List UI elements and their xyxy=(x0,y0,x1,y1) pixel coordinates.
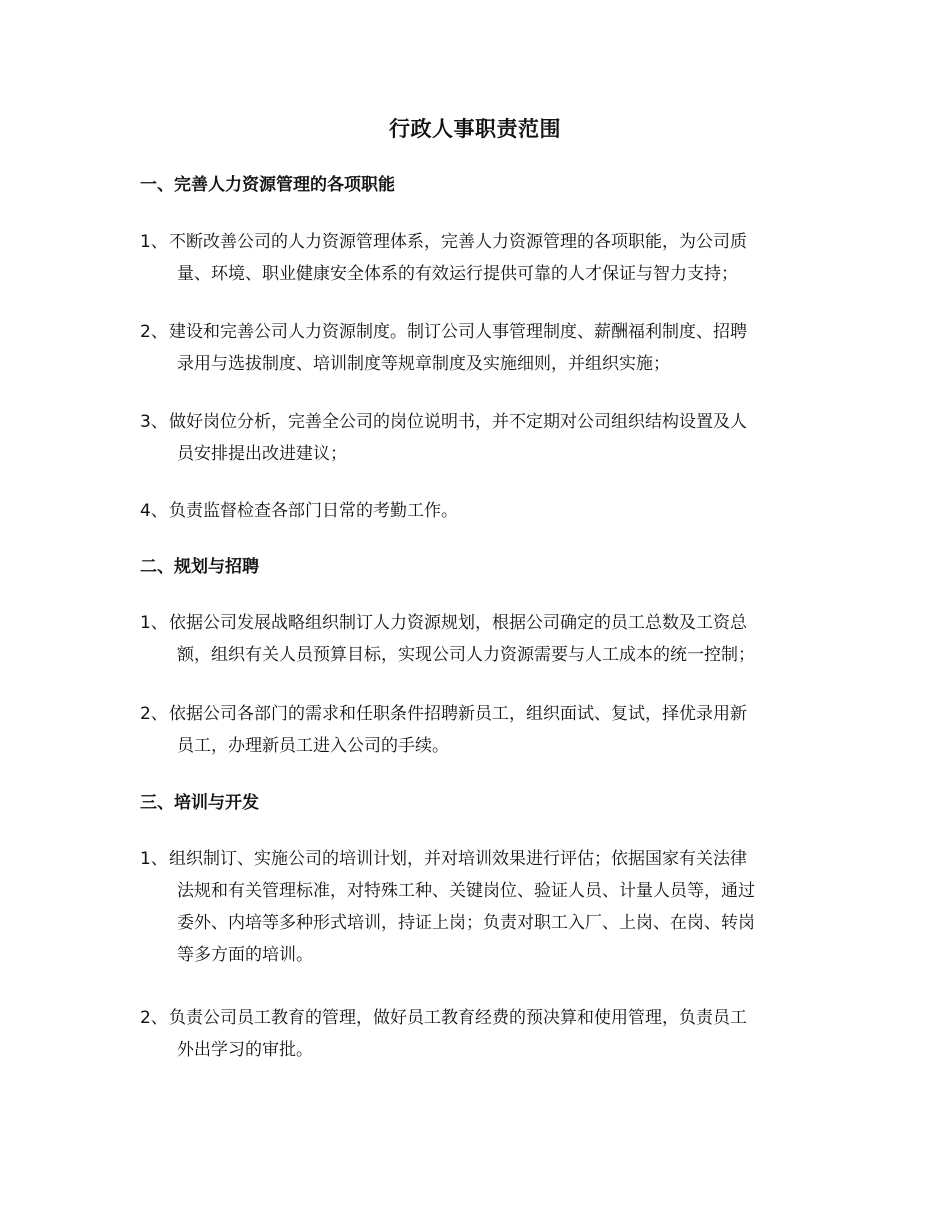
list-item-text: 依据公司各部门的需求和任职条件招聘新员工，组织面试、复试，择优录用新 员工，办理新员工进入公司的手续。 xyxy=(169,704,747,756)
list-item-text: 不断改善公司的人力资源管理体系，完善人力资源管理的各项职能，为公司质 量、环境、职业健康安全体系的有效运行提供可靠的人才保证与智力支持； xyxy=(169,232,747,284)
list-item-number: 1、 xyxy=(140,613,168,633)
section-heading-1: 一、完善人力资源管理的各项职能 xyxy=(140,175,395,195)
list-item xyxy=(140,495,810,527)
document-title: 行政人事职责范围 xyxy=(389,117,561,141)
list-item-number: 3、 xyxy=(140,412,168,432)
list-item xyxy=(140,698,810,762)
list-item-number: 2、 xyxy=(140,704,168,724)
list-item-text: 负责监督检查各部门日常的考勤工作。 xyxy=(169,501,458,521)
list-item-text: 建设和完善公司人力资源制度。制订公司人事管理制度、薪酬福利制度、招聘 录用与选拔制度、培训制度等规章制度及实施细则，并组织实施； xyxy=(169,322,747,374)
list-item xyxy=(140,843,810,971)
list-item xyxy=(140,607,810,671)
list-item-number: 4、 xyxy=(140,501,168,521)
list-item xyxy=(140,316,810,380)
list-item-text: 组织制订、实施公司的培训计划，并对培训效果进行评估；依据国家有关法律 法规和有关管理标准，对特殊工种、关键岗位、验证人员、计量人员等，通过 委外、内培等多种形式培训，持证上岗；负责对职工入厂、上岗、在岗、转岗 等多方面的培训。 xyxy=(169,849,755,965)
list-item-text: 负责公司员工教育的管理，做好员工教育经费的预决算和使用管理，负责员工 外出学习的审批。 xyxy=(169,1008,747,1060)
list-item-number: 2、 xyxy=(140,1008,168,1028)
list-item xyxy=(140,406,810,470)
list-item-number: 2、 xyxy=(140,322,168,342)
list-item xyxy=(140,226,810,290)
list-item-number: 1、 xyxy=(140,849,168,869)
list-item-number: 1、 xyxy=(140,232,168,252)
list-item-text: 做好岗位分析，完善全公司的岗位说明书，并不定期对公司组织结构设置及人 员安排提出改进建议； xyxy=(169,412,747,464)
list-item-text: 依据公司发展战略组织制订人力资源规划，根据公司确定的员工总数及工资总 额，组织有关人员预算目标，实现公司人力资源需要与人工成本的统一控制； xyxy=(169,613,755,665)
section-heading-2: 二、规划与招聘 xyxy=(140,557,259,577)
list-item xyxy=(140,1002,810,1066)
section-heading-3: 三、培训与开发 xyxy=(140,793,259,813)
